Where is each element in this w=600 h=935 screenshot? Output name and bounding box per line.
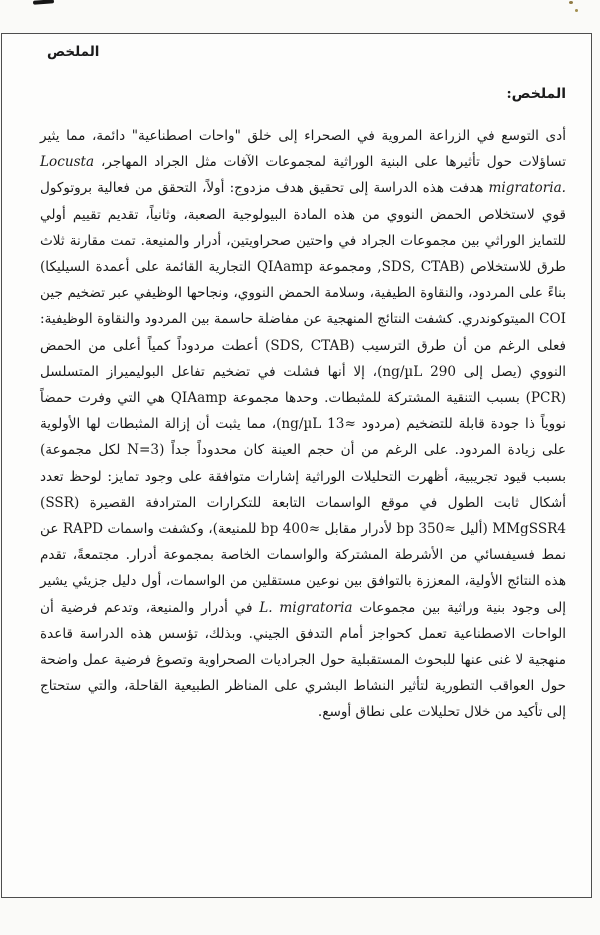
scan-artifact-smudge xyxy=(33,0,54,5)
abstract-text-segment: هدفت هذه الدراسة إلى تحقيق هدف مزدوج: أولاً، التحقق من فعالية بروتوكول قوي لاستخلاص الحمض النووي من هذه المادة البيولوجية الصعبة، وثانياً، تقديم تقييم أولي للتمايز الوراثي بين مجموعات الجراد في واحتين صحراويتين، أدرار والمنيعة. تمت مقارنة ثلاث طرق للاستخلاص (SDS, CTAB, ومجموعة QIAamp التجارية القائمة على أعمدة السيليكا) بناءً على المردود، والنقاوة الطيفية، وسلامة الحمض النووي، ونجاحها الوظيفي عبر تضخيم جين COI الميتوكوندري. كشفت النتائج المنهجية عن مفاضلة حاسمة بين المردود والنقاوة الوظيفية: فعلى الرغم من أن طرق الترسيب (SDS, CTAB) أعطت مردوداً كمياً أعلى من الحمض النووي (يصل إلى 290 ng/µL)، إلا أنها فشلت في تضخيم تفاعل البوليميراز المتسلسل (PCR) بسبب التنقية المشتركة للمثبطات. وحدها مجموعة QIAamp هي التي وفرت حمضاً نووياً ذا جودة قابلة للتضخيم (مردود ≈13 ng/µL)، مما يثبت أن إزالة المثبطات لها الأولوية على زيادة المردود. على الرغم من أن حجم العينة كان محدوداً جداً (N=3 لكل مجموعة) بسبب قيود تجريبية، أظهرت التحليلات الوراثية إشارات متوافقة على وجود تمايز: لوحظ تعدد أشكال ثابت الطول في موقع الواسمات التابعة للتكرارات المترادفة القصيرة (SSR) MMgSSR4 (أليل ≈350 bp لأدرار مقابل ≈400 bp للمنيعة)، وكشفت واسمات RAPD عن نمط فسيفسائي من الأشرطة المشتركة والواسمات الخاصة بمجموعة أدرار. مجتمعةً، تقدم هذه النتائج الأولية، المعززة بالتوافق بين نوعين مستقلين من الواسمات، أول دليل جزيئي يشير إلى وجود بنية وراثية بين مجموعات xyxy=(40,180,567,616)
scan-artifact-speck xyxy=(575,9,578,12)
running-header: الملخص xyxy=(47,44,100,60)
abstract-heading: الملخص: xyxy=(506,86,566,102)
abstract-paragraph xyxy=(40,123,566,726)
scan-artifact-speck xyxy=(569,1,573,4)
abstract-text-segment: في أدرار والمنيعة، وتدعم فرضية أن الواحات الاصطناعية تعمل كحواجز أمام التدفق الجيني. وبذلك، تؤسس هذه الدراسة قاعدة منهجية لا غنى عنها للبحوث المستقبلية حول الجراديات الصحراوية وتصوغ فرضية عمل واضحة حول العواقب التطورية لتأثير النشاط البشري على المناظر الطبيعية القاحلة، والتي ستحتاج إلى تأكيد من خلال تحليلات على نطاق أوسع. xyxy=(40,599,566,721)
species-name: L. migratoria xyxy=(259,599,353,616)
abstract-text-segment: أدى التوسع في الزراعة المروية في الصحراء إلى خلق "واحات اصطناعية" دائمة، مما يثير تساؤلات حول تأثيرها على البنية الوراثية لمجموعات الآفات مثل الجراد المهاجر، xyxy=(40,128,566,171)
species-name: Locusta migratoria. xyxy=(40,154,566,197)
